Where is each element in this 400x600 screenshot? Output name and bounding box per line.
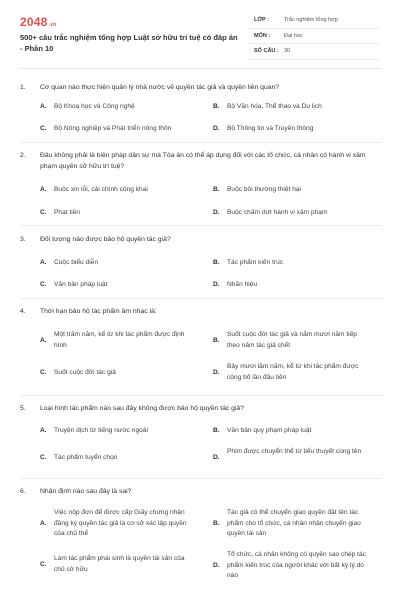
option-letter: D. (213, 209, 220, 216)
option-text: Việc nộp đơn để được cấp Giấy chứng nhận đăng ký quyền tác giả là cơ sở xác lập quyền của chủ thể (54, 509, 187, 537)
question-text: Đối tượng nào được bảo hộ quyền tác giả? (40, 236, 171, 243)
option-text: Suốt cuộc đời tác giả (54, 369, 116, 376)
meta-row-class (250, 13, 380, 29)
option-letter: C. (40, 561, 47, 568)
option-letter: B. (213, 337, 220, 344)
option-letter: C. (40, 209, 47, 216)
option-text: Buộc xin lỗi, cải chính công khai (54, 186, 148, 193)
question-divider (20, 142, 382, 143)
option-letter: A. (40, 520, 47, 527)
option-letter: B. (213, 427, 220, 434)
option-letter: C. (40, 125, 47, 132)
meta-value: Trắc nghiệm tổng hợp (284, 17, 338, 23)
option-letter: D. (213, 281, 220, 288)
question-1 (20, 82, 382, 142)
question-divider (20, 225, 382, 226)
option-letter: C. (40, 369, 47, 376)
option-text: Bộ Thông tin và Truyền thông (227, 125, 314, 132)
option-letter: D. (213, 125, 220, 132)
option-text: Một trăm năm, kể từ khi tác phẩm được định hình (54, 331, 185, 349)
option-letter: B. (213, 259, 220, 266)
option-text: Bảy mươi lăm năm, kể từ khi tác phẩm được công bố lần đầu tiên (227, 363, 359, 381)
option-letter: A. (40, 103, 47, 110)
option-text: Buộc chấm dứt hành vi xâm phạm (227, 209, 328, 216)
option-text: Phim được chuyển thể từ tiểu thuyết cùng tên (227, 448, 362, 455)
question-text: Thời hạn bảo hộ tác phẩm âm nhạc là: (40, 308, 157, 315)
meta-value: Đại học (284, 32, 303, 39)
option-text: Buộc bồi thường thiệt hại (227, 186, 301, 193)
option-text: Suốt cuộc đời tác giả và năm mươi năm tiếp theo năm tác giả chết (227, 331, 357, 349)
question-number: 3. (20, 236, 26, 243)
document-title: 500+ câu trắc nghiệm tổng hợp Luật sở hữu trí tuệ có đáp án - Phần 10 (20, 33, 238, 53)
question-divider (20, 395, 382, 396)
site-logo[interactable] (20, 15, 56, 29)
option-text: Phạt tiền (54, 209, 81, 216)
option-text: Làm tác phẩm phái sinh là quyền tài sản của chủ sở hữu (54, 555, 185, 573)
question-number: 5. (20, 405, 26, 412)
document-header (0, 0, 400, 62)
option-text: Bộ Văn hóa, Thể thao và Du lịch (227, 103, 322, 110)
question-3 (20, 234, 382, 294)
question-5 (20, 403, 382, 475)
question-text: Đâu không phải là biện pháp dân sự mà Tòa án có thể áp dụng đối với các tổ chức, cá nhân có hành vi xâm phạm quyền sở hữu trí tuệ? (40, 152, 366, 170)
option-text: Tác giả có thể chuyển giao quyền đặt tên tác phẩm cho tổ chức, cá nhân nhận chuyển giao quyền tài sản (227, 509, 361, 537)
meta-row-subject (250, 29, 380, 45)
option-text: Tổ chức, cá nhân không có quyền sao chép tác phẩm kiến trúc của người khác với bất kỳ lý do nào (227, 551, 366, 579)
logo-text: 2048 (20, 15, 48, 29)
question-text: Loại hình tác phẩm nào sau đây không được bảo hộ quyền tác giả? (40, 405, 244, 412)
question-text: Cơ quan nào thực hiện quản lý nhà nước về quyền tác giả và quyền liên quan? (40, 84, 280, 91)
option-text: Bộ Khoa học và Công nghệ (54, 103, 135, 110)
meta-key: MÔN : (254, 32, 271, 39)
option-letter: A. (40, 337, 47, 344)
option-text: Truyện dịch từ tiếng nước ngoài (54, 427, 148, 434)
option-text: Bộ Nông nghiệp và Phát triển nông thôn (54, 125, 172, 132)
option-letter: C. (40, 281, 47, 288)
meta-table (250, 13, 380, 60)
option-letter: B. (213, 103, 220, 110)
meta-key: SỐ CÂU : (254, 48, 279, 54)
question-number: 4. (20, 308, 26, 315)
meta-row-count (250, 44, 380, 60)
option-text: Nhãn hiệu (227, 281, 258, 288)
question-number: 1. (20, 84, 26, 91)
option-text: Văn bản pháp luật (54, 281, 108, 288)
question-number: 6. (20, 488, 26, 495)
question-divider (20, 298, 382, 299)
option-letter: D. (213, 369, 220, 376)
option-letter: C. (40, 454, 47, 461)
option-letter: B. (213, 520, 220, 527)
question-2 (20, 150, 382, 222)
meta-key: LỚP : (254, 17, 269, 23)
question-divider (20, 478, 382, 479)
option-text: Tác phẩm kiến trúc (227, 259, 284, 266)
option-text: Cuộc biểu diễn (54, 259, 98, 266)
option-text: Văn bản quy phạm pháp luật (227, 427, 312, 434)
option-text: Tác phẩm tuyển chọn (54, 454, 118, 461)
meta-value: 30 (284, 48, 291, 54)
option-letter: D. (213, 454, 220, 461)
question-6 (20, 486, 382, 596)
option-letter: A. (40, 427, 47, 434)
header-divider (20, 68, 382, 69)
logo-tld: .vn (48, 22, 57, 28)
option-letter: B. (213, 186, 220, 193)
option-letter: D. (213, 562, 220, 569)
question-4 (20, 306, 382, 391)
option-letter: A. (40, 259, 47, 266)
option-letter: A. (40, 186, 47, 193)
question-number: 2. (20, 152, 26, 159)
question-text: Nhận định nào sau đây là sai? (40, 488, 132, 495)
